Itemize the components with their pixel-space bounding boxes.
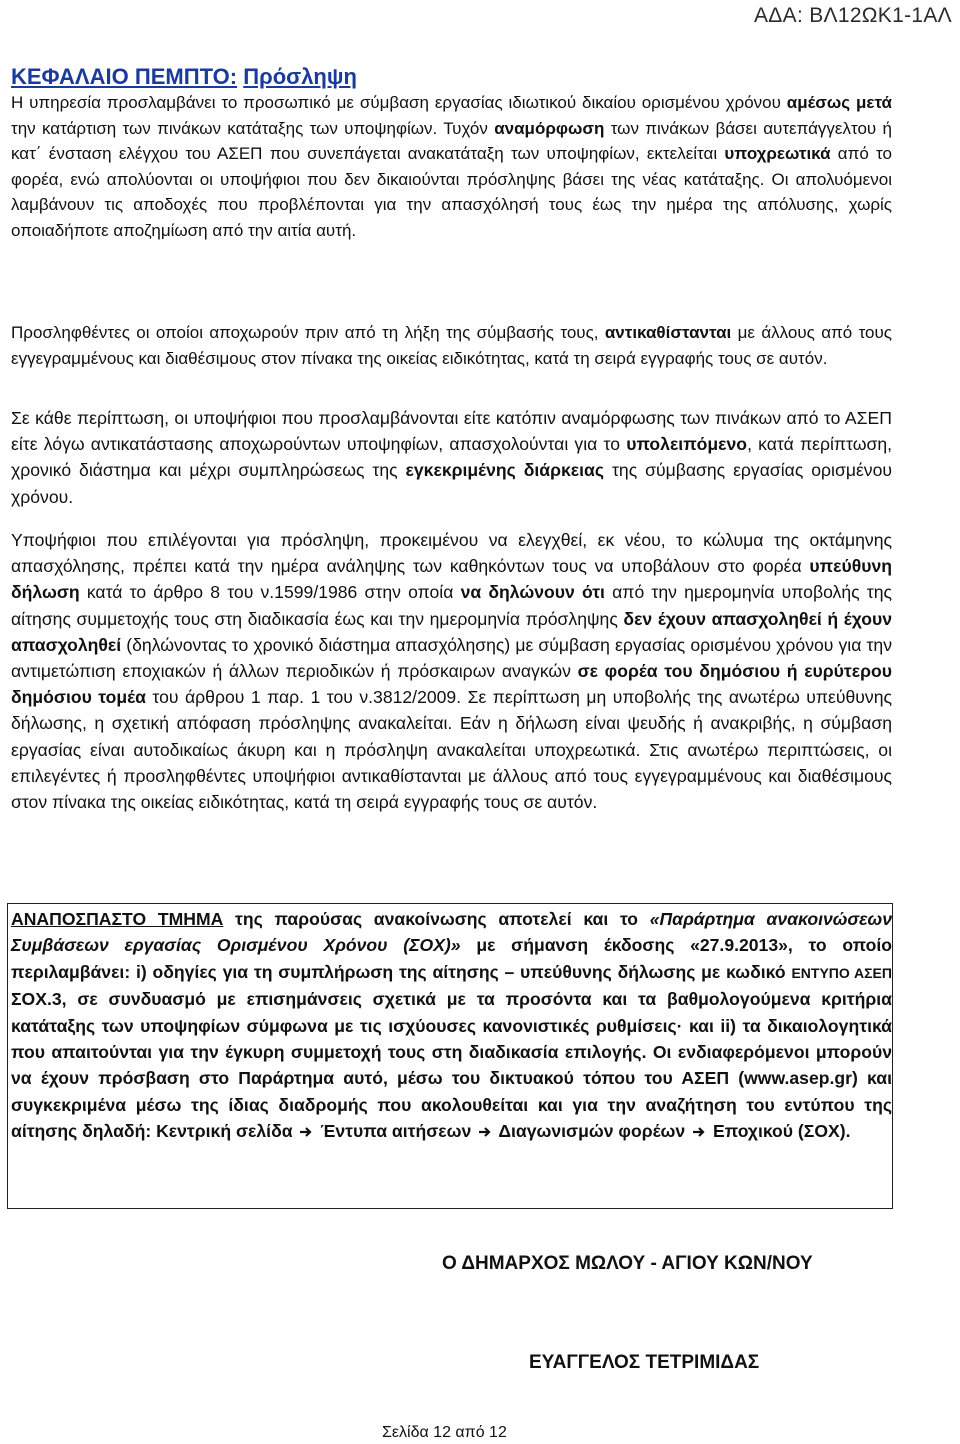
path-competitions: Διαγωνισμών φορέων [498,1121,686,1142]
arrow-right-icon [299,1126,313,1138]
signature-role: Ο ΔΗΜΑΡΧΟΣ ΜΩΛΟΥ - ΑΓΙΟΥ ΚΩΝ/ΝΟΥ [442,1253,813,1274]
chapter-title: Πρόσληψη [243,64,357,89]
signature-name: ΕΥΑΓΓΕΛΟΣ ΤΕΤΡΙΜΙΔΑΣ [529,1352,760,1373]
paragraph-2: Προσληφθέντες οι οποίοι αποχωρούν πριν από τη λήξη της σύμβασής τους, αντικαθίστανται με άλλους από τους εγγεγραμμένους και διαθέσιμους στον πίνακα της οικείας ειδικότητας, κατά τη σειρά εγγραφής τους σε αυτόν. [11,323,893,368]
paragraph-4: Υποψήφιοι που επιλέγονται για πρόσληψη, προκειμένου να ελεγχθεί, εκ νέου, το κώλυμα της οκτάμηνης απασχόλησης, πρέπει κατά την ημέρα ανάληψης των καθηκόντων τους να υποβάλουν στο φορέα υπεύθυνη δήλωση κατά το άρθρο 8 του ν.1599/1986 στην οποία να δηλώνουν ότι από την ημερομηνία υποβολής της αίτησης συμμετοχής τους στη διαδικασία έως και την ημερομηνία πρόσληψης δεν έχουν απασχοληθεί ή έχουν απασχοληθεί (δηλώνοντας το χρονικό διάστημα απασχόλησης) με σύμβαση εργασίας ορισμένου χρόνου για την αντιμετώπιση εποχιακών ή άλλων περιοδικών ή πρόσκαιρων αναγκών σε φορέα του δημόσιου ή ευρύτερου δημόσιου τομέα του άρθρου 1 παρ. 1 του ν.3812/2009. Σε περίπτωση μη υποβολής της ανωτέρω υπεύθυνης δήλωσης, η σχετική απόφαση πρόσληψης ανακαλείται. Εάν η δήλωση είναι ψευδής ή ανακριβής, η σύμβαση εργασίας είναι αυτοδικαίως άκυρη και η πρόσληψη ανακαλείται υποχρεωτικά. Στις ανωτέρω περιπτώσεις, οι επιλεγέντες ή προσληφθέντες υποψήφιοι αντικαθίστανται με άλλους από τους εγγεγραμμένους και διαθέσιμους στον πίνακα της οικείας ειδικότητας, κατά τη σειρά εγγραφής τους σε αυτόν. [11,530,892,813]
page-number: Σελίδα 12 από 12 [382,1424,507,1441]
notice-paragraph: ΑΝΑΠΟΣΠΑΣΤΟ ΤΜΗΜΑ της παρούσας ανακοίνωσης αποτελεί και το «Παράρτημα ανακοινώσεων Συμβάσεων εργασίας Ορισμένου Χρόνου (ΣΟΧ)» με σήμανση έκδοσης «27.9.2013», το οποίο περιλαμβάνει: i) οδηγίες για τη συμπλήρωση της αίτησης – υπεύθυνης δήλωσης με κωδικό ΕΝΤΥΠΟ ΑΣΕΠ ΣΟΧ.3, σε συνδυασμό με επισημάνσεις σχετικά με τα προσόντα και τα βαθμολογούμενα κριτήρια κατάταξης των υποψηφίων σύμφωνα με τις ισχύουσες κανονιστικές ρυθμίσεις· και ii) τα δικαιολογητικά που απαιτούνται για την έγκυρη συμμετοχή τους στη διαδικασία επιλογής. Οι ενδιαφερόμενοι μπορούν να έχουν πρόσβαση στο Παράρτημα αυτό, μέσω του δικτυακού τόπου του ΑΣΕΠ (www.asep.gr) και συγκεκριμένα μέσω της ίδιας διαδρομής που ακολουθείται και για την αναζήτηση του εντύπου της αίτησης δηλαδή: Κεντρική σελίδα Έντυπα αιτήσεων Διαγωνισμών φορέων Εποχικού (ΣΟΧ). [11,909,893,1142]
arrow-right-icon [692,1126,706,1138]
document-id-header: ΑΔΑ: ΒΛ12ΩΚ1-1ΑΛ [754,4,952,27]
paragraph-1: Η υπηρεσία προσλαμβάνει το προσωπικό με σύμβαση εργασίας ιδιωτικού δικαίου ορισμένου χρόνου αμέσως μετά την κατάρτιση των πινάκων κατάταξης των υποψηφίων. Τυχόν αναμόρφωση των πινάκων βάσει αυτεπάγγελτου ή κατ΄ ένσταση ελέγχου του ΑΣΕΠ που συνεπάγεται ανακατάταξη των υποψηφίων, εκτελείται υποχρεωτικά από το φορέα, ενώ απολύονται οι υποψήφιοι που δεν δικαιούνται πρόσληψης βάσει της νέας κατάταξης. Οι απολυόμενοι λαμβάνουν τις αποδοχές που προβλέπονται για την απασχόλησή τους έως την ημέρα της απόλυσης, χωρίς οποιαδήποτε αποζημίωση από την αιτία αυτή. [11,93,893,240]
path-seasonal: Εποχικού (ΣΟΧ). [712,1121,851,1142]
chapter-prefix: ΚΕΦΑΛΑΙΟ ΠΕΜΠΤΟ: [11,64,238,89]
path-home: Κεντρική σελίδα [156,1121,293,1142]
chapter-heading [11,64,357,90]
arrow-right-icon [478,1126,492,1138]
path-forms: Έντυπα αιτήσεων [320,1121,472,1142]
notice-title: ΑΝΑΠΟΣΠΑΣΤΟ ΤΜΗΜΑ [11,909,224,929]
paragraph-3: Σε κάθε περίπτωση, οι υποψήφιοι που προσλαμβάνονται είτε κατόπιν αναμόρφωσης των πινάκων από το ΑΣΕΠ είτε λόγω αντικατάστασης αποχωρούντων υποψηφίων, απασχολούνται για το υπολειπόμενο, κατά περίπτωση, χρονικό διάστημα και μέχρι συμπληρώσεως της εγκεκριμένης διάρκειας της σύμβασης εργασίας ορισμένου χρόνου. [11,408,893,507]
